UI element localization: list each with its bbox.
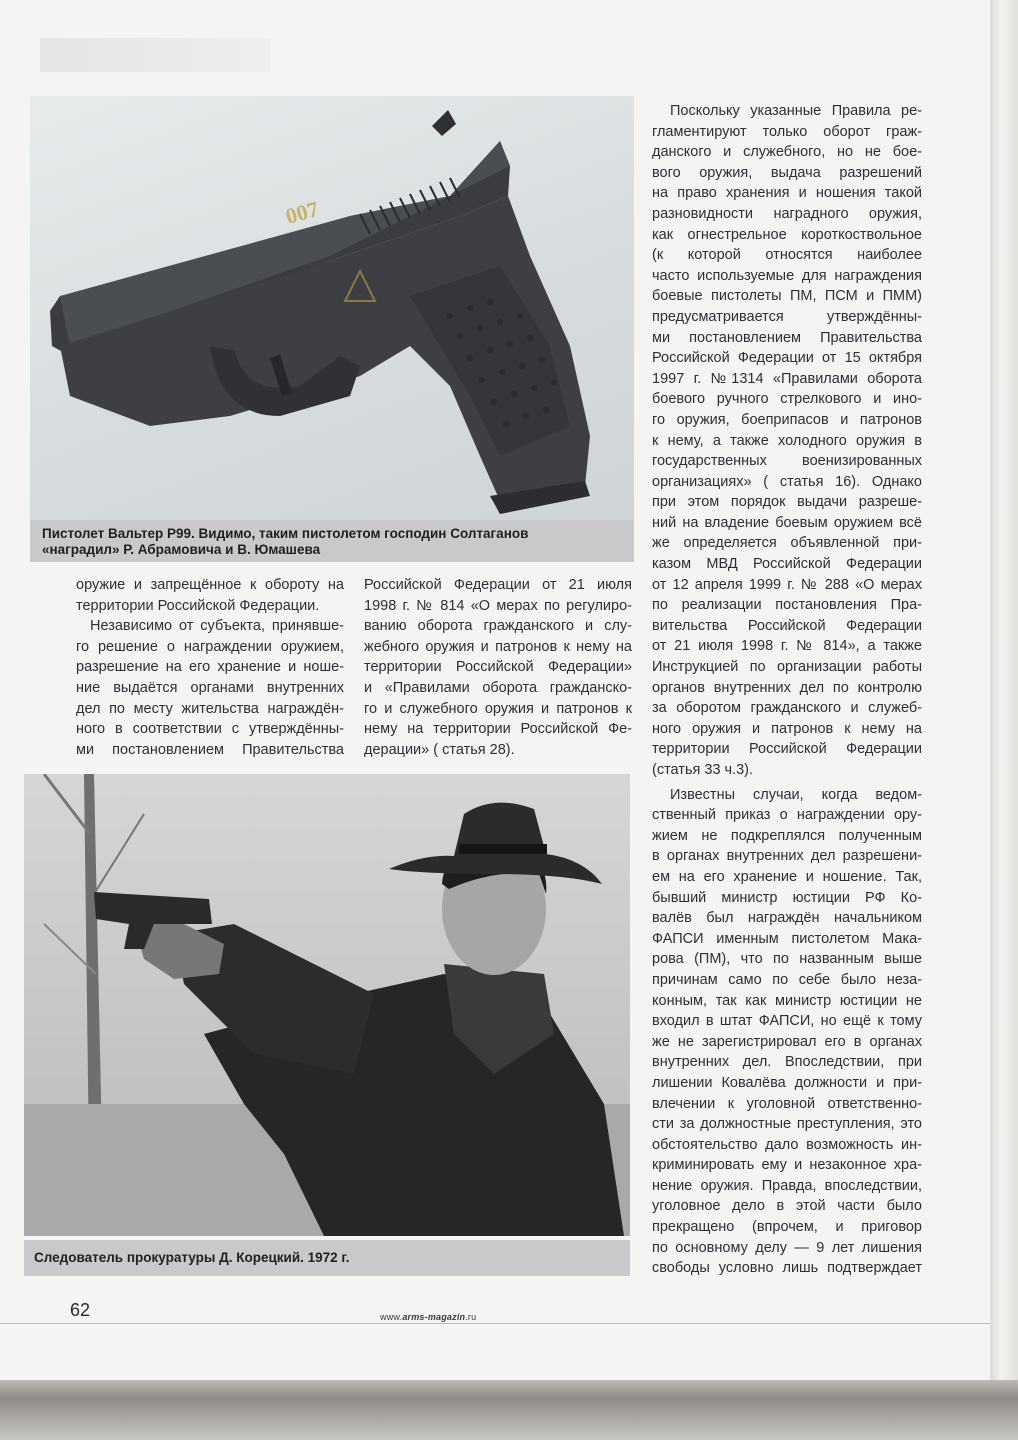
- text-line: уголовное дело в этой части было: [652, 1198, 922, 1215]
- text-line: к нему, а также холодного оружия в: [652, 432, 922, 449]
- text-line: предусматривается утверждённы-: [652, 308, 922, 325]
- text-line: бывший министр юстиции РФ Ко-: [652, 889, 922, 906]
- text-line: за оборотом гражданского и служеб-: [652, 700, 922, 717]
- text-line: же не зарегистрировал его в органах: [652, 1033, 922, 1050]
- text-line: органов внутренних дел по контролю: [652, 679, 922, 696]
- text-line: го оружия, боеприпасов и патронов: [652, 411, 922, 428]
- text-line: ванию оборота гражданского и слу-: [364, 618, 632, 635]
- text-line: Поскольку указанные Правила ре-: [670, 103, 922, 119]
- text-line: ем на его хранение и ношение. Так,: [652, 868, 922, 885]
- faded-header: [40, 38, 270, 72]
- text-line: по основному делу — 9 лет лишения: [652, 1239, 922, 1256]
- magazine-website: [380, 1312, 476, 1322]
- text-line: причинам само по себе было неза-: [652, 971, 922, 988]
- page-edge: [990, 0, 1018, 1380]
- text-line: ми постановлением Правительства: [652, 329, 922, 346]
- engraving-007: 007: [282, 196, 322, 229]
- text-line: разрешение на его хранение и ноше-: [76, 659, 344, 676]
- text-line: оружие и запрещённое к обороту на: [76, 577, 344, 593]
- text-line: боевого ручного стрелкового и ино-: [652, 391, 922, 408]
- pistol-photo: [30, 96, 634, 520]
- text-line: внутренних дел. Впоследствии, при: [652, 1054, 922, 1071]
- text-line: вого оружия, выдача разрешений: [652, 164, 922, 181]
- paragraph-1: [652, 101, 922, 781]
- text-line: ственный приказ о награждении ору-: [652, 807, 922, 824]
- text-line: дерации» ( статья 28).: [364, 741, 515, 758]
- text-line: территории Российской Федерации: [652, 741, 922, 758]
- text-line: казом МВД Российской Федерации: [652, 556, 922, 573]
- text-line: прекращено (впрочем, и приговор: [652, 1219, 922, 1236]
- page-number: 62: [70, 1300, 91, 1320]
- text-line: обстоятельство дало возможность ин-: [652, 1136, 922, 1153]
- investigator-caption-text: Следователь прокуратуры Д. Корецкий. 1972 г.: [34, 1250, 350, 1265]
- text-line: жебного оружия и патронов к нему на: [364, 638, 632, 655]
- text-line: валёв был награждён начальником: [652, 910, 922, 927]
- text-line: при этом порядок выдачи разреше-: [652, 494, 922, 511]
- text-line: по реализации постановления Пра-: [652, 597, 922, 614]
- footer-rule: [0, 1323, 990, 1324]
- text-line: в органах внутренних дел разрешени-: [652, 848, 922, 865]
- text-line: ФАПСИ именным пистолетом Мака-: [652, 930, 922, 947]
- text-line: как огнестрельное короткоствольное: [652, 226, 922, 243]
- text-line: (к которой относятся наиболее: [652, 247, 922, 264]
- paragraph-2: [652, 785, 922, 1279]
- text-line: ний на владение боевым оружием всё: [652, 514, 922, 531]
- site-brand: arms-magazin: [402, 1312, 466, 1322]
- text-line: го и служебного оружия и патронов к: [364, 700, 632, 717]
- investigator-photo: [24, 774, 630, 1236]
- scan-bottom-band: [0, 1380, 1018, 1440]
- text-line: свободы условно лишь подтверждает: [652, 1260, 922, 1277]
- pistol-caption-line1: Пистолет Вальтер Р99. Видимо, таким пистолетом господин Солтаганов: [42, 526, 529, 541]
- text-line: нему на территории Российской Фе-: [364, 721, 632, 738]
- text-line: 1997 г. №1314 «Правилами оборота: [652, 370, 922, 387]
- text-line: ние выдаётся органами внутренних: [76, 679, 344, 696]
- pistol-caption: [30, 520, 634, 562]
- text-column-2: [364, 575, 632, 760]
- text-line: от 12 апреля 1999 г. № 288 «О мерах: [652, 576, 922, 593]
- investigator-caption: [24, 1240, 630, 1276]
- text-line: гламентируют только оборот граж-: [652, 123, 922, 140]
- text-line: ного в соответствии с утверждённы-: [76, 721, 344, 738]
- text-line: ми постановлением Правительства: [76, 741, 344, 758]
- text-line: го решение о награждении оружием,: [76, 638, 344, 655]
- text-line: входил в штат ФАПСИ, но ещё к тому: [652, 1013, 922, 1030]
- text-line: Известны случаи, когда ведом-: [670, 786, 922, 803]
- text-line: Независимо от субъекта, принявше-: [90, 618, 344, 635]
- text-line: (статья 33 ч.3).: [652, 762, 754, 778]
- text-line: территории Российской Федерации.: [76, 597, 320, 614]
- text-line: 1998 г. № 814 «О мерах по регулиро-: [364, 597, 632, 614]
- text-line: жием не подкреплялся полученным: [652, 827, 922, 844]
- text-line: Инструкцией по организации работы: [652, 659, 922, 676]
- pistol-caption-line2: «наградил» Р. Абрамовича и В. Юмашева: [42, 542, 321, 557]
- text-line: и «Правилами оборота гражданско-: [364, 679, 632, 696]
- text-line: боевые пистолеты ПМ, ПСМ и ПММ): [652, 288, 922, 305]
- text-line: криминировать ему и незаконное хра-: [652, 1157, 922, 1174]
- text-line: сти за должностные преступления, это: [652, 1116, 922, 1133]
- text-column-3: [652, 101, 922, 1279]
- text-column-1: [76, 575, 344, 760]
- text-line: нение оружия. Правда, впоследствии,: [652, 1177, 922, 1194]
- text-line: влечении к уголовной ответственно-: [652, 1095, 922, 1112]
- text-line: на право хранения и ношения такой: [652, 185, 922, 202]
- text-line: организациях» ( статья 16). Однако: [652, 473, 922, 490]
- text-line: конным, так как министр юстиции не: [652, 992, 922, 1009]
- text-line: данского и служебного, но не бое-: [652, 144, 922, 161]
- site-prefix: www.: [380, 1312, 403, 1322]
- text-line: вительства Российской Федерации: [652, 617, 922, 634]
- text-line: от 21 июля 1998 г. № 814», а также: [652, 638, 922, 655]
- text-line: Российской Федерации от 21 июля: [364, 577, 632, 593]
- text-line: Российской Федерации от 15 октября: [652, 350, 922, 367]
- text-line: территории Российской Федерации»: [364, 659, 632, 676]
- text-line: ного оружия и патронов к нему на: [652, 720, 922, 737]
- text-line: же определяется объявленной при-: [652, 535, 922, 552]
- text-line: разновидности наградного оружия,: [652, 205, 922, 222]
- text-line: дел по месту жительства награждён-: [76, 700, 344, 717]
- text-line: государственных военизированных: [652, 453, 922, 470]
- text-line: лишении Ковалёва должности и при-: [652, 1074, 922, 1091]
- text-line: рова (ПМ), что по названным выше: [652, 951, 922, 968]
- text-line: часто используемые для награждения: [652, 267, 922, 284]
- site-suffix: .ru: [465, 1312, 477, 1322]
